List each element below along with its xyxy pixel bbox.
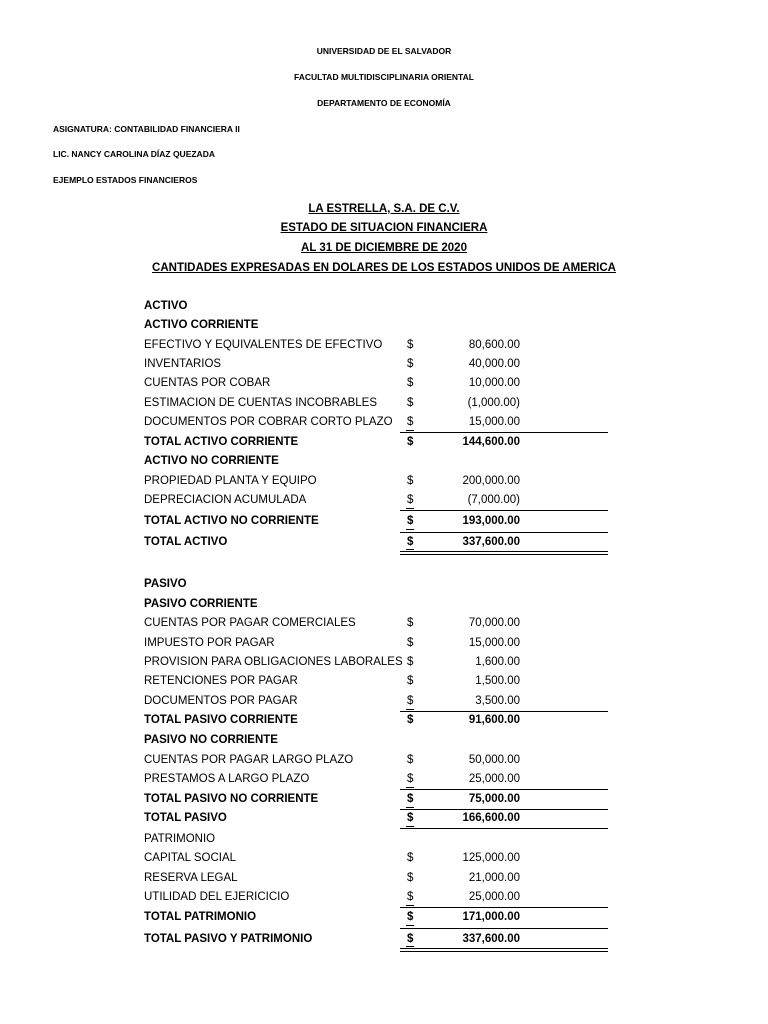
row-label: UTILIDAD DEL EJERICICIO <box>144 891 290 903</box>
section-heading <box>0 578 768 597</box>
row-amount: 40,000.00 <box>468 358 520 370</box>
underline <box>406 925 414 926</box>
row-amount: 75,000.00 <box>468 793 520 805</box>
total-row <box>0 515 768 534</box>
row-amount: 21,000.00 <box>468 872 520 884</box>
university-name: UNIVERSIDAD DE EL SALVADOR <box>316 46 452 56</box>
row-amount: 337,600.00 <box>462 536 520 548</box>
table-row <box>0 494 768 513</box>
row-label: TOTAL PASIVO NO CORRIENTE <box>144 793 319 805</box>
currency-symbol: $ <box>407 793 414 805</box>
section-heading <box>0 300 768 319</box>
faculty-name: FACULTAD MULTIDISCIPLINARIA ORIENTAL <box>294 72 474 82</box>
row-label: TOTAL PATRIMONIO <box>144 911 257 923</box>
underline <box>406 529 414 530</box>
currency-symbol: $ <box>407 773 414 785</box>
currency-symbol: $ <box>407 695 414 707</box>
teacher-line: LIC. NANCY CAROLINA DÍAZ QUEZADA <box>53 149 215 159</box>
currency-symbol: $ <box>407 397 414 409</box>
currency-symbol: $ <box>407 933 414 945</box>
row-label: PRESTAMOS A LARGO PLAZO <box>144 773 310 785</box>
row-label: TOTAL PASIVO <box>144 812 227 824</box>
row-amount: 171,000.00 <box>462 911 520 923</box>
statement-date: AL 31 DE DICIEMBRE DE 2020 <box>301 242 467 254</box>
statement-name: ESTADO DE SITUACION FINANCIERA <box>280 222 488 234</box>
row-amount: (7,000.00) <box>467 494 520 506</box>
row-amount: 70,000.00 <box>468 617 520 629</box>
table-row <box>0 773 768 792</box>
currency-symbol: $ <box>407 891 414 903</box>
subsection-heading <box>0 734 768 753</box>
underline <box>406 508 414 509</box>
row-label: DOCUMENTOS POR COBRAR CORTO PLAZO <box>144 416 393 428</box>
row-label: ACTIVO NO CORRIENTE <box>144 455 279 467</box>
row-amount: 337,600.00 <box>462 933 520 945</box>
currency-symbol: $ <box>407 872 414 884</box>
underline <box>406 905 414 906</box>
row-label: PATRIMONIO <box>144 833 216 845</box>
currency-symbol: $ <box>407 536 414 548</box>
row-amount: 91,600.00 <box>468 714 520 726</box>
grand-total-row <box>0 933 768 952</box>
row-amount: 50,000.00 <box>468 754 520 766</box>
row-amount: (1,000.00) <box>467 397 520 409</box>
currency-symbol: $ <box>407 714 414 726</box>
rule-line <box>400 432 608 433</box>
underline <box>406 946 414 947</box>
currency-symbol: $ <box>407 358 414 370</box>
row-label: PROPIEDAD PLANTA Y EQUIPO <box>144 475 317 487</box>
table-row <box>0 339 768 358</box>
row-label: EFECTIVO Y EQUIVALENTES DE EFECTIVO <box>144 339 383 351</box>
currency-symbol: $ <box>407 515 414 527</box>
table-row <box>0 656 768 675</box>
row-label: TOTAL ACTIVO CORRIENTE <box>144 436 299 448</box>
row-label: RETENCIONES POR PAGAR <box>144 675 298 687</box>
row-label: CAPITAL SOCIAL <box>144 852 237 864</box>
rule-line <box>400 711 608 712</box>
underline <box>406 549 414 550</box>
company-name: LA ESTRELLA, S.A. DE C.V. <box>308 203 460 215</box>
currency-note: CANTIDADES EXPRESADAS EN DOLARES DE LOS ESTADOS UNIDOS DE AMERICA <box>152 262 616 274</box>
row-amount: 25,000.00 <box>468 773 520 785</box>
subsection-heading <box>0 455 768 474</box>
subject-line: ASIGNATURA: CONTABILIDAD FINANCIERA II <box>53 124 240 134</box>
row-amount: 10,000.00 <box>468 377 520 389</box>
table-row <box>0 872 768 891</box>
table-row <box>0 617 768 636</box>
currency-symbol: $ <box>407 416 414 428</box>
example-line: EJEMPLO ESTADOS FINANCIEROS <box>53 175 198 185</box>
table-row <box>0 377 768 396</box>
currency-symbol: $ <box>407 377 414 389</box>
rule-line <box>400 828 608 829</box>
row-amount: 166,600.00 <box>462 812 520 824</box>
currency-symbol: $ <box>407 436 414 448</box>
currency-symbol: $ <box>407 675 414 687</box>
row-label: CUENTAS POR PAGAR COMERCIALES <box>144 617 356 629</box>
row-label: PROVISION PARA OBLIGACIONES LABORALES <box>144 656 403 668</box>
table-row <box>0 852 768 871</box>
row-amount: 1,600.00 <box>475 656 520 668</box>
underline <box>406 826 414 827</box>
row-label: RESERVA LEGAL <box>144 872 238 884</box>
currency-symbol: $ <box>407 475 414 487</box>
total-row <box>0 911 768 930</box>
currency-symbol: $ <box>407 637 414 649</box>
row-label: PASIVO NO CORRIENTE <box>144 734 278 746</box>
table-row <box>0 397 768 416</box>
double-rule-line <box>400 551 608 555</box>
table-row <box>0 754 768 773</box>
total-row <box>0 812 768 831</box>
table-row <box>0 358 768 377</box>
row-label: CUENTAS POR COBAR <box>144 377 271 389</box>
rule-line <box>400 928 608 929</box>
row-label: INVENTARIOS <box>144 358 222 370</box>
row-label: DEPRECIACION ACUMULADA <box>144 494 307 506</box>
double-rule-line <box>400 948 608 952</box>
row-amount: 25,000.00 <box>468 891 520 903</box>
rule-line <box>400 789 608 790</box>
department-name: DEPARTAMENTO DE ECONOMÍA <box>317 98 451 108</box>
table-row <box>0 637 768 656</box>
underline <box>406 787 414 788</box>
table-row <box>0 675 768 694</box>
currency-symbol: $ <box>407 754 414 766</box>
row-label: TOTAL PASIVO CORRIENTE <box>144 714 298 726</box>
total-row <box>0 536 768 555</box>
currency-symbol: $ <box>407 911 414 923</box>
total-row <box>0 436 768 455</box>
table-row <box>0 416 768 435</box>
total-row <box>0 714 768 733</box>
row-label: CUENTAS POR PAGAR LARGO PLAZO <box>144 754 354 766</box>
rule-line <box>400 532 608 533</box>
row-amount: 144,600.00 <box>462 436 520 448</box>
currency-symbol: $ <box>407 339 414 351</box>
underline <box>406 807 414 808</box>
underline <box>406 709 414 710</box>
row-amount: 125,000.00 <box>462 852 520 864</box>
row-amount: 15,000.00 <box>468 637 520 649</box>
total-row <box>0 793 768 812</box>
row-amount: 3,500.00 <box>475 695 520 707</box>
table-row <box>0 475 768 494</box>
row-label: ACTIVO <box>144 300 188 312</box>
table-row <box>0 891 768 910</box>
section-heading <box>0 833 768 852</box>
row-amount: 200,000.00 <box>462 475 520 487</box>
rule-line <box>400 510 608 511</box>
row-label: TOTAL ACTIVO <box>144 536 228 548</box>
underline <box>406 430 414 431</box>
row-label: TOTAL PASIVO Y PATRIMONIO <box>144 933 313 945</box>
row-amount: 193,000.00 <box>462 515 520 527</box>
currency-symbol: $ <box>407 852 414 864</box>
row-label: IMPUESTO POR PAGAR <box>144 637 275 649</box>
row-label: ESTIMACION DE CUENTAS INCOBRABLES <box>144 397 378 409</box>
subsection-heading <box>0 319 768 338</box>
row-label: TOTAL ACTIVO NO CORRIENTE <box>144 515 319 527</box>
rule-line <box>400 809 608 810</box>
currency-symbol: $ <box>407 812 414 824</box>
row-label: DOCUMENTOS POR PAGAR <box>144 695 298 707</box>
currency-symbol: $ <box>407 617 414 629</box>
row-label: ACTIVO CORRIENTE <box>144 319 259 331</box>
currency-symbol: $ <box>407 494 414 506</box>
table-row <box>0 695 768 714</box>
rule-line <box>400 907 608 908</box>
currency-symbol: $ <box>407 656 414 668</box>
row-label: PASIVO CORRIENTE <box>144 598 258 610</box>
row-amount: 80,600.00 <box>468 339 520 351</box>
row-amount: 15,000.00 <box>468 416 520 428</box>
row-label: PASIVO <box>144 578 187 590</box>
row-amount: 1,500.00 <box>475 675 520 687</box>
subsection-heading <box>0 598 768 617</box>
